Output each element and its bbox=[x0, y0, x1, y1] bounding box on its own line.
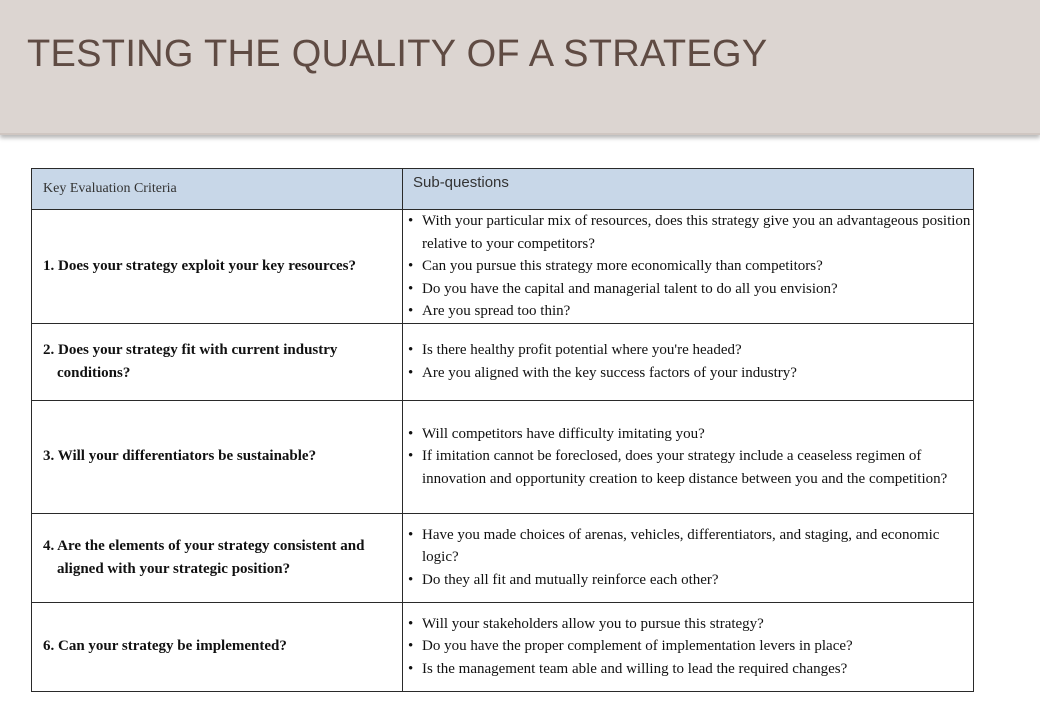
subquestion-text: Have you made choices of arenas, vehicles, differentiators, and staging, and economic logic? bbox=[422, 526, 940, 566]
criterion-text: 3. Will your differentiators be sustainable? bbox=[43, 448, 317, 464]
list-item bbox=[407, 635, 971, 658]
bullet-icon: • bbox=[408, 660, 414, 677]
subquestions-cell bbox=[403, 323, 974, 400]
list-item bbox=[407, 445, 971, 490]
table-row bbox=[32, 513, 974, 602]
table-row bbox=[32, 323, 974, 400]
list-item bbox=[407, 613, 971, 636]
evaluation-table bbox=[31, 168, 974, 692]
subquestion-text: Do they all fit and mutually reinforce each other? bbox=[422, 571, 719, 588]
subquestion-text: Are you aligned with the key success factors of your industry? bbox=[422, 364, 797, 381]
subquestion-text: Will your stakeholders allow you to pursue this strategy? bbox=[422, 615, 764, 632]
criterion-cell bbox=[32, 513, 403, 602]
bullet-icon: • bbox=[408, 213, 414, 229]
subquestion-list bbox=[407, 339, 971, 384]
bullet-icon: • bbox=[408, 342, 414, 358]
criterion-text: 2. Does your strategy fit with current industry conditions? bbox=[43, 341, 338, 381]
bullet-icon: • bbox=[408, 571, 414, 588]
list-item bbox=[407, 423, 971, 446]
criterion-text: 6. Can your strategy be implemented? bbox=[43, 638, 287, 654]
evaluation-table-container bbox=[31, 168, 973, 692]
subquestion-text: Do you have the proper complement of implementation levers in place? bbox=[422, 638, 853, 655]
list-item bbox=[407, 569, 971, 592]
criterion-cell bbox=[32, 210, 403, 324]
subquestions-cell bbox=[403, 400, 974, 513]
list-item bbox=[407, 210, 971, 255]
criterion-text: 1. Does your strategy exploit your key resources? bbox=[43, 257, 357, 274]
criterion-cell bbox=[32, 323, 403, 400]
slide-title: TESTING THE QUALITY OF A STRATEGY bbox=[27, 33, 768, 75]
subquestion-list bbox=[407, 613, 971, 681]
table-row bbox=[32, 210, 974, 324]
criterion-cell bbox=[32, 400, 403, 513]
subquestion-text: Do you have the capital and managerial talent to do all you envision? bbox=[422, 280, 838, 297]
list-item bbox=[407, 300, 971, 323]
bullet-icon: • bbox=[408, 638, 414, 655]
title-banner bbox=[0, 0, 1040, 135]
subquestions-cell bbox=[403, 602, 974, 691]
subquestion-list bbox=[407, 524, 971, 592]
bullet-icon: • bbox=[408, 448, 414, 465]
criterion-cell bbox=[32, 602, 403, 691]
table-header-row bbox=[32, 169, 974, 210]
bullet-icon: • bbox=[408, 280, 414, 297]
subquestion-list bbox=[407, 210, 971, 323]
list-item bbox=[407, 339, 971, 362]
bullet-icon: • bbox=[408, 615, 414, 632]
criterion-text: 4. Are the elements of your strategy consistent and aligned with your strategic position? bbox=[43, 537, 365, 577]
subquestion-text: Are you spread too thin? bbox=[422, 303, 571, 319]
list-item bbox=[407, 524, 971, 569]
subquestion-text: Can you pursue this strategy more economically than competitors? bbox=[422, 258, 823, 274]
subquestions-cell bbox=[403, 513, 974, 602]
bullet-icon: • bbox=[408, 364, 414, 381]
header-criteria: Key Evaluation Criteria bbox=[32, 169, 403, 210]
list-item bbox=[407, 278, 971, 301]
subquestion-text: Is the management team able and willing to lead the required changes? bbox=[422, 660, 848, 677]
list-item bbox=[407, 658, 971, 681]
subquestion-text: Will competitors have difficulty imitating you? bbox=[422, 425, 705, 442]
bullet-icon: • bbox=[408, 303, 414, 319]
subquestion-text: Is there healthy profit potential where you're headed? bbox=[422, 342, 742, 358]
subquestions-cell bbox=[403, 210, 974, 324]
subquestion-list bbox=[407, 423, 971, 491]
table-row bbox=[32, 602, 974, 691]
subquestion-text: If imitation cannot be foreclosed, does your strategy include a ceaseless regimen of innovation and opportunity creation to keep distance between you and the competition? bbox=[422, 448, 948, 487]
bullet-icon: • bbox=[408, 425, 414, 442]
table-row bbox=[32, 400, 974, 513]
bullet-icon: • bbox=[408, 526, 414, 543]
subquestion-text: With your particular mix of resources, does this strategy give you an advantageous position relative to your competitors? bbox=[422, 213, 971, 252]
header-subquestions: Sub-questions bbox=[403, 169, 974, 210]
bullet-icon: • bbox=[408, 258, 414, 274]
list-item bbox=[407, 255, 971, 278]
list-item bbox=[407, 362, 971, 385]
